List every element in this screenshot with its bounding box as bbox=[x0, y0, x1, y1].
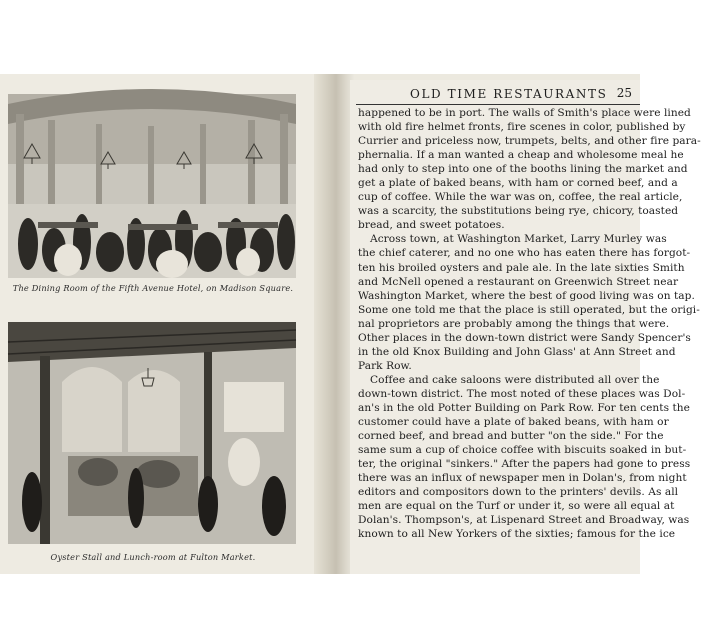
text-line: there was an influx of newspaper men in Dolan's, from night bbox=[358, 472, 687, 485]
text-line: corned beef, and bread and butter "on the side." For the bbox=[358, 430, 664, 443]
text-line: was a scarcity, the substitutions being rye, chicory, toasted bbox=[358, 205, 679, 218]
dining-room-drawing bbox=[8, 94, 296, 278]
text-line: the chief caterer, and no one who has eaten there has forgot- bbox=[358, 247, 691, 260]
oyster-stall-engraving bbox=[8, 322, 296, 544]
text-line: editors and compositors down to the printers' devils. As all bbox=[358, 486, 679, 499]
text-line: Washington Market, where the best of good living was on tap. bbox=[358, 289, 695, 302]
text-line: ter, the original "sinkers." After the papers had gone to press bbox=[358, 458, 691, 471]
figure-caption-oyster-stall: Oyster Stall and Lunch-room at Fulton Market. bbox=[50, 552, 256, 562]
text-line: in the old Knox Building and John Glass' at Ann Street and bbox=[358, 345, 676, 358]
text-line: down-town district. The most noted of these places was Dol- bbox=[358, 387, 686, 400]
dining-room-engraving bbox=[8, 94, 296, 278]
text-line: happened to be in port. The walls of Smith's place were lined bbox=[358, 107, 691, 119]
text-line: phernalia. If a man wanted a cheap and wholesome meal he bbox=[358, 149, 684, 162]
text-line: Coffee and cake saloons were distributed all over the bbox=[370, 373, 660, 386]
text-line: had only to step into one of the booths lining the market and bbox=[358, 163, 688, 176]
body-text bbox=[358, 106, 701, 576]
book-gutter bbox=[314, 74, 354, 574]
text-line: Currier and priceless now, trumpets, belts, and other fire para- bbox=[358, 135, 701, 148]
running-header bbox=[356, 82, 640, 105]
oyster-stall-drawing bbox=[8, 322, 296, 544]
text-line: known to all New Yorkers of the sixties; famous for the ice bbox=[358, 528, 676, 541]
text-line: Dolan's. Thompson's, at Lispenard Street and Broadway, was bbox=[358, 514, 690, 527]
figure-caption-dining-room: The Dining Room of the Fifth Avenue Hotel, on Madison Square. bbox=[12, 283, 294, 293]
text-line: men are equal on the Turf or under it, so were all equal at bbox=[358, 500, 675, 513]
text-line: customer could have a plate of baked beans, with ham or bbox=[358, 416, 669, 429]
text-line: bread, and sweet potatoes. bbox=[358, 219, 505, 232]
text-line: same sum a cup of choice coffee with biscuits soaked in but- bbox=[358, 444, 687, 457]
text-line: and McNell opened a restaurant on Greenwich Street near bbox=[358, 275, 679, 288]
text-line: Park Row. bbox=[358, 359, 412, 372]
page-number: 25 bbox=[616, 86, 632, 100]
text-line: Other places in the down-town district were Sandy Spencer's bbox=[358, 331, 691, 344]
text-line: ten his broiled oysters and pale ale. In the late sixties Smith bbox=[358, 261, 685, 274]
text-line: with old fire helmet fronts, fire scenes in color, published by bbox=[358, 121, 686, 134]
text-line: Some one told me that the place is still operated, but the origi- bbox=[358, 303, 700, 316]
text-line: nal proprietors are probably among the things that were. bbox=[358, 317, 670, 330]
text-line: Across town, at Washington Market, Larry Murley was bbox=[370, 233, 667, 246]
running-head-title: OLD TIME RESTAURANTS bbox=[410, 87, 608, 101]
text-line: an's in the old Potter Building on Park Row. For ten cents the bbox=[358, 401, 691, 414]
text-line: get a plate of baked beans, with ham or corned beef, and a bbox=[358, 177, 678, 190]
text-line: cup of coffee. While the war was on, coffee, the real article, bbox=[358, 191, 683, 204]
